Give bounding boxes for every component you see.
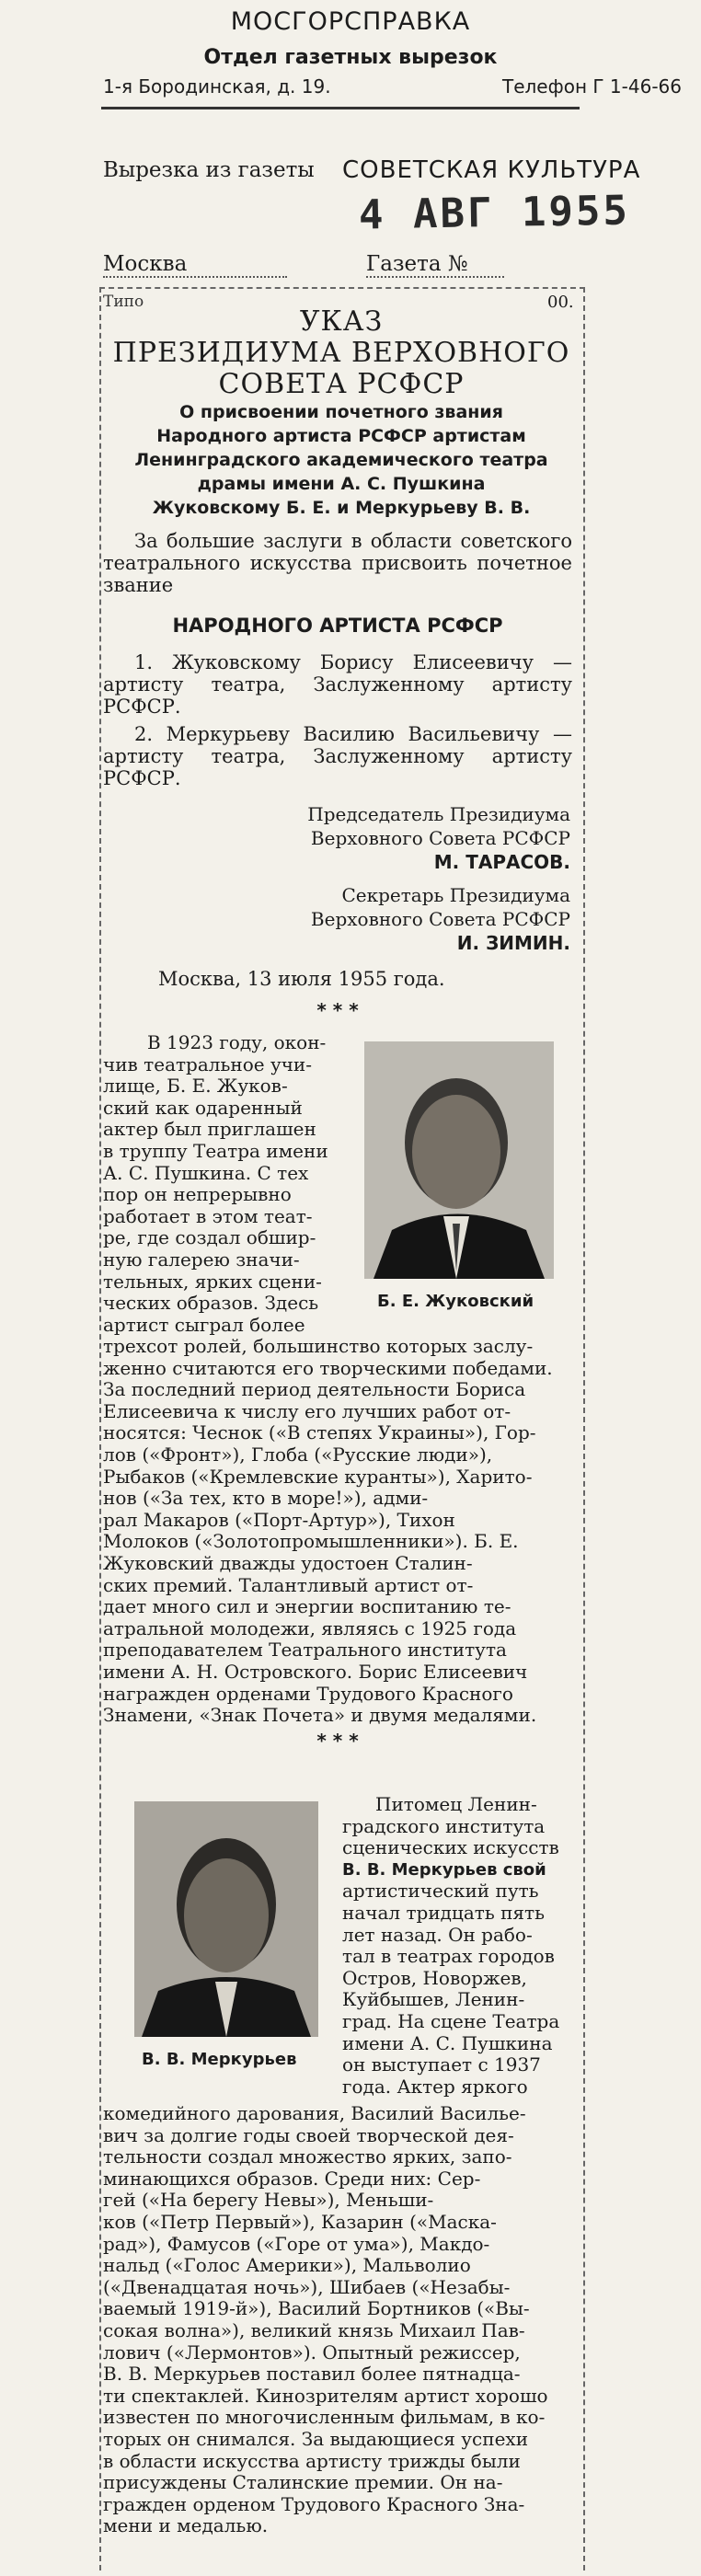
decree-title-line: ПРЕЗИДИУМА ВЕРХОВНОГО — [112, 337, 570, 369]
decree-title-line: СОВЕТА РСФСР — [218, 368, 465, 400]
text-line: мени и медалью. — [103, 2514, 269, 2537]
text-line: трехсот ролей, большинство которых заслу- — [103, 1335, 534, 1357]
text-line: За последний период деятельности Бориса — [103, 1378, 526, 1401]
oo-mark: 00. — [547, 293, 574, 312]
decree-item-1: 1. Жуковскому Борису Елисеевичу — артисту театра, Заслуженному артисту РСФСР. — [103, 651, 572, 718]
text-line: сценических искусств — [342, 1836, 559, 1859]
text-line: сокая волна»), великий князь Михаил Пав- — [103, 2318, 525, 2341]
decree-heading-line: драмы имени А. С. Пушкина — [197, 474, 486, 494]
text-line: он выступает с 1937 — [342, 2053, 541, 2076]
text-line: лов («Фронт»), Глоба («Русские люди»), — [103, 1443, 493, 1466]
text-line: лет назад. Он рабо- — [342, 1923, 533, 1946]
text-line: носятся: Чеснок («В степях Украины»), Гор- — [103, 1421, 536, 1444]
secretary-signature — [212, 883, 570, 955]
signature-name: М. ТАРАСОВ. — [433, 851, 570, 873]
signature-line: Верховного Совета РСФСР — [310, 827, 570, 849]
text-line: град. На сцене Театра — [342, 2009, 560, 2032]
zhukovsky-text-narrow — [103, 1032, 350, 1336]
zhukovsky-caption: Б. Е. Жуковский — [377, 1292, 534, 1311]
text-line: А. С. Пушкина. С тех — [103, 1161, 309, 1184]
text-line: имени А. С. Пушкина — [342, 2031, 553, 2054]
text-line: ков («Петр Первый»), Казарин («Маска- — [103, 2210, 497, 2233]
text-line: нальд («Голос Америки»), Мальволио — [103, 2254, 471, 2277]
decree-heading-line: О присвоении почетного звания — [179, 402, 503, 422]
section-separator: * * * — [316, 1730, 359, 1752]
text-line: градского института — [342, 1814, 546, 1837]
chairman-signature — [212, 802, 570, 874]
text-line: тельных, ярких сцени- — [103, 1270, 322, 1293]
portrait-icon — [134, 1801, 318, 2037]
merkuriev-text-narrow — [342, 1794, 572, 2098]
text-line: В 1923 году, окон- — [147, 1031, 327, 1053]
text-line: Куйбышев, Ленин- — [342, 1988, 525, 2011]
text-line: ский как одаренный — [103, 1096, 303, 1119]
decree-heading-line: Народного артиста РСФСР артистам — [156, 426, 526, 446]
text-line: атральной молодежи, являясь с 1925 года — [103, 1616, 517, 1639]
decree-place-date: Москва, 13 июля 1955 года. — [158, 968, 445, 990]
merkuriev-photo — [134, 1801, 318, 2037]
text-line: ре, где создал обшир- — [103, 1226, 316, 1249]
zhukovsky-text-wide — [103, 1336, 572, 1727]
text-line: Рыбаков («Кремлевские куранты»), Харито- — [103, 1465, 533, 1488]
text-line: нов («За тех, кто в море!»), адми- — [103, 1487, 429, 1510]
text-line: награжден орденами Трудового Красного — [103, 1682, 513, 1705]
decree-heading-line: Ленинградского академического театра — [134, 450, 548, 470]
decree-item-2: 2. Меркурьеву Василию Васильевичу — артисту театра, Заслуженному артисту РСФСР. — [103, 723, 572, 789]
text-line: известен по многочисленным фильмам, в ко- — [103, 2406, 546, 2429]
tipo-label: Типо — [103, 293, 144, 311]
signature-name: И. ЗИМИН. — [456, 932, 570, 954]
text-line: рад»), Фамусов («Горе от ума»), Макдо- — [103, 2232, 490, 2255]
text-line: гей («На берегу Невы»), Меньши- — [103, 2189, 434, 2212]
text-line: в области искусства артисту трижды были — [103, 2449, 521, 2472]
text-line: лович («Лермонтов»). Опытный режиссер, — [103, 2340, 521, 2363]
text-line: в труппу Театра имени — [103, 1139, 328, 1162]
decree-title-line: УКАЗ — [299, 305, 384, 338]
text-line: ную галерею значи- — [103, 1248, 300, 1271]
section-separator: * * * — [316, 999, 359, 1021]
text-line: дает много сил и энергии воспитанию те- — [103, 1595, 511, 1618]
text-line: («Двенадцатая ночь»), Шибаев («Незабы- — [103, 2275, 511, 2298]
text-line: ческих образов. Здесь — [103, 1292, 319, 1315]
text-line: Знамени, «Знак Почета» и двумя медалями. — [103, 1704, 537, 1727]
text-line: преподавателем Театрального института — [103, 1639, 507, 1662]
text-line: года. Актер яркого — [342, 2075, 528, 2098]
text-line: тельности создал множество ярких, запо- — [103, 2145, 512, 2168]
signature-line: Секретарь Президиума — [341, 884, 570, 906]
text-line: рал Макаров («Порт-Артур»), Тихон — [103, 1508, 455, 1531]
zhukovsky-photo — [364, 1041, 554, 1279]
text-line: вич за долгие годы своей творческой дея- — [103, 2123, 514, 2146]
text-line: Остров, Новоржев, — [342, 1966, 527, 1989]
text-line: ваемый 1919-й»), Василий Бортников («Вы- — [103, 2297, 530, 2320]
decree-heading — [101, 400, 581, 520]
text-line: артист сыграл более — [103, 1313, 305, 1336]
date-stamp: 4 АВГ 1955 — [358, 187, 631, 239]
text-line: гражден орденом Трудового Красного Зна- — [103, 2492, 525, 2515]
text-line: торых он снимался. За выдающиеся успехи — [103, 2427, 529, 2450]
text-line: имени А. Н. Островского. Борис Елисеевич — [103, 1660, 528, 1683]
decree-title — [101, 306, 581, 400]
text-line: Молоков («Золотопромышленники»). Б. Е. — [103, 1530, 519, 1553]
header-rule — [101, 107, 580, 109]
decree-heading-line: Жуковскому Б. Е. и Меркурьеву В. В. — [152, 498, 531, 518]
text-line: минающихся образов. Среди них: Сер- — [103, 2167, 481, 2190]
clipping-city: Москва — [103, 252, 287, 278]
text-line: работает в этом теат- — [103, 1204, 313, 1227]
text-line: пор он непрерывно — [103, 1183, 292, 1206]
newspaper-name: СОВЕТСКАЯ КУЛЬТУРА — [342, 156, 641, 184]
text-line: Елисеевича к числу его лучших работ от- — [103, 1399, 511, 1422]
text-line: женно считаются его творческими победами. — [103, 1356, 553, 1379]
gazeta-number-label: Газета № — [366, 252, 504, 278]
text-line: начал тридцать пять — [342, 1901, 545, 1924]
portrait-icon — [364, 1041, 554, 1279]
text-line: В. В. Меркурьев свой — [342, 1859, 546, 1880]
decree-honor: НАРОДНОГО АРТИСТА РСФСР — [172, 615, 503, 637]
text-line: комедийного дарования, Василий Василье- — [103, 2102, 526, 2124]
signature-line: Верховного Совета РСФСР — [310, 908, 570, 930]
text-line: актер был приглашен — [103, 1118, 316, 1141]
agency-title: МОСГОРСПРАВКА — [230, 7, 471, 36]
signature-line: Председатель Президиума — [307, 803, 570, 825]
department-name: Отдел газетных вырезок — [203, 46, 498, 69]
decree-intro: За большие заслуги в области советского театрального искусства присвоить почетное звание — [103, 530, 572, 596]
agency-phone: Телефон Г 1-46-66 — [502, 75, 682, 98]
text-line: чив театральное учи- — [103, 1052, 313, 1075]
agency-address: 1-я Бородинская, д. 19. — [103, 75, 331, 98]
text-line: ти спектаклей. Кинозрителям артист хорошо — [103, 2384, 548, 2407]
text-line: Жуковский дважды удостоен Сталин- — [103, 1551, 473, 1574]
text-line: В. В. Меркурьев поставил более пятнадца- — [103, 2363, 521, 2386]
text-line: Питомец Ленин- — [375, 1793, 537, 1815]
text-line: лище, Б. Е. Жуков- — [103, 1075, 288, 1098]
text-line: ских премий. Талантливый артист от- — [103, 1573, 474, 1596]
clipping-label: Вырезка из газеты — [103, 158, 315, 182]
text-line: тал в театрах городов — [342, 1945, 555, 1968]
merkuriev-caption: В. В. Меркурьев — [142, 2050, 297, 2069]
merkuriev-text-wide — [103, 2103, 572, 2537]
text-line: присуждены Сталинские премии. Он на- — [103, 2471, 503, 2494]
text-line: артистический путь — [342, 1880, 539, 1903]
